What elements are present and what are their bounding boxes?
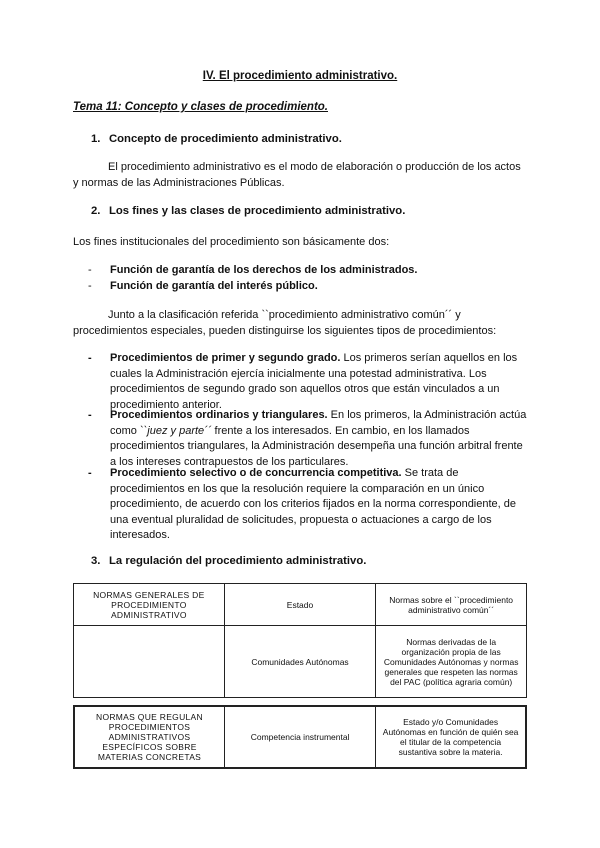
- section-1-para-line-1: El procedimiento administrativo es el modo de elaboración o producción de los actos: [108, 161, 521, 173]
- clasificacion-line-1: Junto a la clasificación referida ``procedimiento administrativo común´´ y: [108, 309, 461, 321]
- tipo-3-text: [110, 466, 528, 544]
- table-row: [74, 584, 527, 626]
- bullet-dash: -: [88, 280, 92, 292]
- table-cell: NORMAS GENERALES DE PROCEDIMIENTO ADMINISTRATIVO: [74, 584, 225, 626]
- bullet-dash: -: [88, 352, 92, 364]
- tipo-1-body: Los primeros serían aquellos en los cuales la Administración ejercía inicialmente una potestad administrativa. Los procedimientos de segundo grado son aquellos otros que están vinculados a un procedimiento anterior.: [110, 352, 518, 411]
- tipo-2-text: [110, 408, 528, 470]
- fines-list-item: [88, 279, 538, 295]
- bullet-dash: -: [88, 264, 92, 276]
- table-cell: Estado: [224, 584, 376, 626]
- tipo-2-italic: ``juez y parte´´: [139, 424, 212, 437]
- table-cell: NORMAS QUE REGULAN PROCEDIMIENTOS ADMINISTRATIVOS ESPECÍFICOS SOBRE MATERIAS CONCRETAS: [74, 706, 225, 768]
- document-title: IV. El procedimiento administrativo.: [202, 70, 398, 82]
- bullet-dash: -: [88, 409, 92, 421]
- section-3-title: La regulación del procedimiento administrativo.: [109, 555, 367, 567]
- table-cell: Comunidades Autónomas: [224, 626, 376, 698]
- tipo-item-1: [88, 351, 528, 413]
- table-cell: Normas derivadas de la organización propia de las Comunidades Autónomas y normas generales que respeten las normas del PAC (política agraria común): [376, 626, 527, 698]
- section-1-heading: [91, 133, 342, 145]
- section-1-number: 1.: [91, 133, 101, 145]
- regulation-table-specific: [73, 705, 527, 769]
- clasificacion-line-2: procedimientos especiales, pueden distinguirse los siguientes tipos de procedimientos:: [73, 325, 497, 337]
- fines-list-item: [88, 263, 538, 279]
- tipo-2-bold: Procedimientos ordinarios y triangulares.: [110, 409, 328, 421]
- tipo-item-2: [88, 408, 528, 470]
- tipo-2-body-after: frente a los interesados. En cambio, en los llamados procedimientos triangulares, la Administración desempeña una función arbitral frente a los intereses contrapuestos de los particulares.: [110, 424, 523, 468]
- tipo-3-body: Se trata de procedimientos en los que la resolución requiere la comparación en un único procedimiento, de acuerdo con los criterios fijados en la norma correspondiente, de una eventual pluralidad de solicitudes, propuesta o actuaciones a cargo de los interesados.: [110, 467, 517, 541]
- table-cell: Estado y/o Comunidades Autónomas en función de quién sea el titular de la competencia sustantiva sobre la materia.: [376, 706, 526, 768]
- table-cell: Normas sobre el ``procedimiento administrativo común´´: [376, 584, 527, 626]
- section-2-number: 2.: [91, 205, 101, 217]
- section-1-title: Concepto de procedimiento administrativo.: [109, 133, 342, 145]
- table-cell: [74, 626, 225, 698]
- table-cell: Competencia instrumental: [225, 706, 376, 768]
- bullet-dash: -: [88, 467, 92, 479]
- fin-1: Función de garantía de los derechos de los administrados.: [110, 264, 418, 276]
- section-2-heading: [91, 205, 405, 217]
- section-3-heading: [91, 555, 366, 567]
- section-2-title: Los fines y las clases de procedimiento administrativo.: [109, 205, 406, 217]
- tipo-item-3: [88, 466, 528, 544]
- tema-heading: Tema 11: Concepto y clases de procedimiento.: [73, 101, 328, 113]
- tipo-3-bold: Procedimiento selectivo o de concurrencia competitiva.: [110, 467, 402, 479]
- regulation-table-general: [73, 583, 527, 698]
- section-3-number: 3.: [91, 555, 101, 567]
- section-1-para-line-2: y normas de las Administraciones Públicas.: [73, 177, 285, 189]
- table-row: [74, 626, 527, 698]
- table-row: [74, 706, 526, 768]
- tipo-1-text: [110, 351, 528, 413]
- tipo-1-bold: Procedimientos de primer y segundo grado.: [110, 352, 341, 364]
- fin-2: Función de garantía del interés público.: [110, 280, 318, 292]
- section-2-intro: Los fines institucionales del procedimiento son básicamente dos:: [73, 236, 390, 248]
- tipo-2-body-before: En los primeros, la Administración actúa como: [110, 409, 527, 437]
